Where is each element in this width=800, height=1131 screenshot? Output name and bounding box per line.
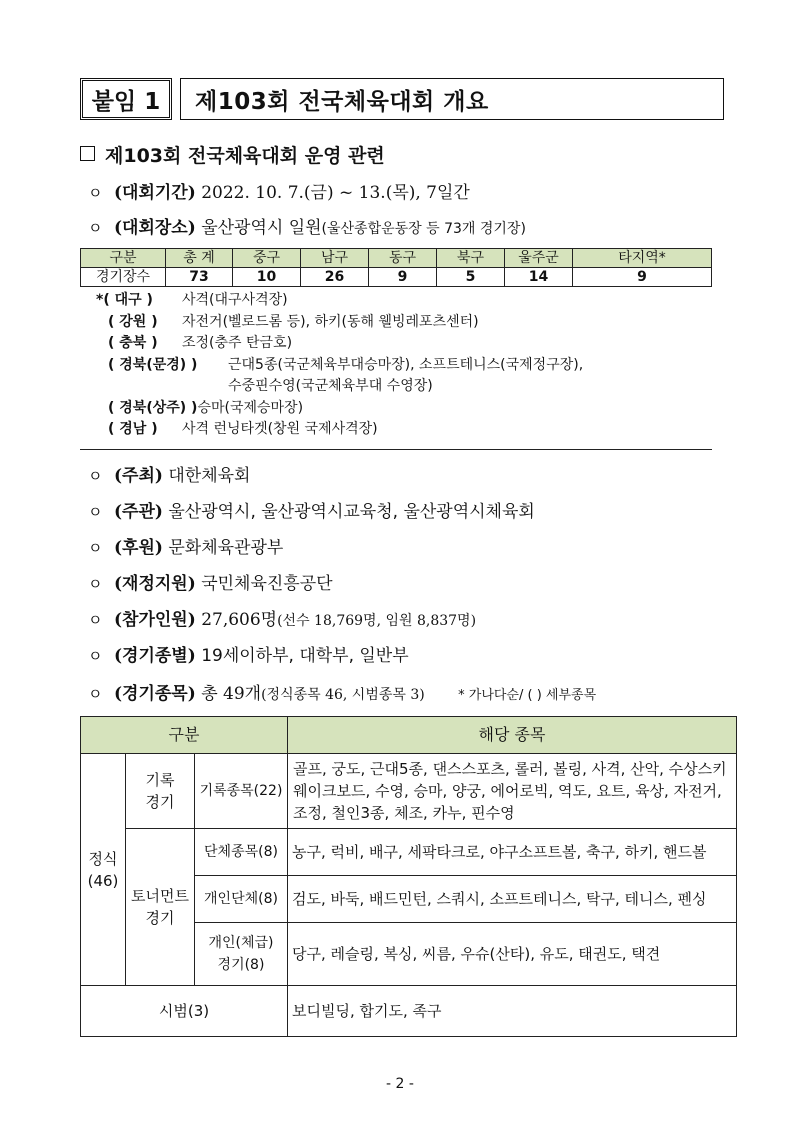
section-heading: 제103회 전국체육대회 운영 관련 (80, 141, 385, 168)
circle-bullet-icon: ㅇ (88, 539, 103, 557)
list-item: *( 대구 ) 사격(대구사격장) (96, 292, 288, 308)
table-row: 시범(3) 보디빌딩, 합기도, 족구 (81, 986, 737, 1037)
list-item: ( 충북 ) 조정(충주 탄금호) (108, 335, 293, 351)
bullet-participants: ㅇ (참가인원) 27,606명(선수 18,769명, 임원 8,837명) (88, 610, 477, 630)
bullet-sponsor: ㅇ (후원) 문화체육관광부 (88, 538, 284, 558)
table-header-row: 구분 총 계 중구 남구 동구 북구 울주군 타지역* (81, 249, 712, 268)
venue-count-table (80, 248, 712, 287)
bullet-period: ㅇ (대회기간) 2022. 10. 7.(금) ~ 13.(목), 7일간 (88, 183, 470, 203)
page-number: - 2 - (386, 1076, 414, 1092)
list-item: 수중핀수영(국군체육부대 수영장) (228, 378, 433, 394)
square-bullet-icon (80, 146, 95, 161)
circle-bullet-icon: ㅇ (88, 219, 103, 237)
events-table (80, 716, 737, 1037)
bullet-venue: ㅇ (대회장소) 울산광역시 일원(울산종합운동장 등 73개 경기장) (88, 218, 526, 238)
list-item: ( 강원 ) 자전거(벨로드롬 등), 하키(동해 웰빙레포츠센터) (108, 313, 479, 330)
circle-bullet-icon: ㅇ (88, 575, 103, 593)
venue-notes (96, 290, 583, 441)
circle-bullet-icon: ㅇ (88, 685, 103, 703)
circle-bullet-icon: ㅇ (88, 611, 103, 629)
document-title (80, 78, 724, 120)
circle-bullet-icon: ㅇ (88, 184, 103, 202)
attachment-tag: 붙임 1 (80, 78, 172, 120)
circle-bullet-icon: ㅇ (88, 647, 103, 665)
bullet-host: ㅇ (주최) 대한체육회 (88, 466, 251, 486)
list-item: ( 경북(상주) )승마(국제승마장) (108, 399, 304, 416)
table-row: 토너먼트 경기 단체종목(8) 농구, 럭비, 배구, 세팍타크로, 야구소프트볼, 축구, 하키, 핸드볼 (81, 829, 737, 876)
page-title: 제103회 전국체육대회 개요 (180, 78, 724, 120)
circle-bullet-icon: ㅇ (88, 503, 103, 521)
bullet-organizer: ㅇ (주관) 울산광역시, 울산광역시교육청, 울산광역시체육회 (88, 502, 535, 522)
divider (80, 449, 712, 450)
table-row: 개인단체(8) 검도, 바둑, 배드민턴, 스쿼시, 소프트테니스, 탁구, 테니스, 펜싱 (81, 876, 737, 923)
bullet-sports: ㅇ (경기종목) 총 49개(정식종목 46, 시범종목 3) * 가나다순/ ( ) 세부종목 (88, 684, 597, 704)
table-row: 경기장수 73 10 26 9 5 14 9 (81, 268, 712, 287)
circle-bullet-icon: ㅇ (88, 467, 103, 485)
bullet-divisions: ㅇ (경기종별) 19세이하부, 대학부, 일반부 (88, 646, 409, 666)
table-header-row: 구분 해당 종목 (81, 717, 737, 754)
bullet-funding: ㅇ (재정지원) 국민체육진흥공단 (88, 574, 333, 594)
list-item: ( 경남 ) 사격 런닝타겟(창원 국제사격장) (108, 421, 378, 437)
table-row: 정식 (46) 기록 경기 기록종목(22) 골프, 궁도, 근대5종, 댄스스포츠, 롤러, 볼링, 사격, 산악, 수상스키웨이크보드, 수영, 승마, 양궁, 에어로빅, 역도, 요트, 육상, 자전거, 조정, 철인3종, 체조, 카누, 핀수영 (81, 754, 737, 829)
list-item: ( 경북(문경) ) 근대5종(국군체육부대승마장), 소프트테니스(국제정구장), (108, 356, 584, 373)
table-row: 개인(체급) 경기(8) 당구, 레슬링, 복싱, 씨름, 우슈(산타), 유도, 태권도, 택견 (81, 923, 737, 986)
